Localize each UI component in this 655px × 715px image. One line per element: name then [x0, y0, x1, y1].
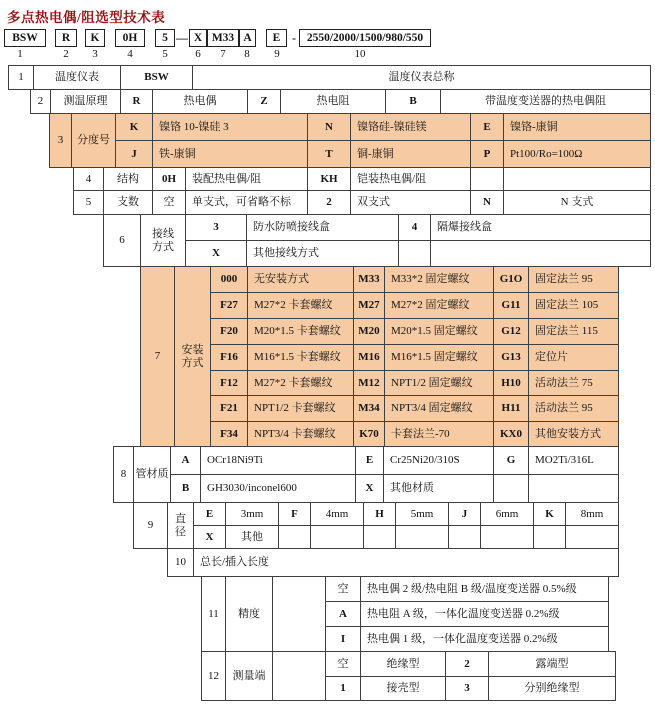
- r7-code: H10: [493, 370, 529, 396]
- r6-num: 6: [103, 214, 141, 267]
- r3-code-T: T: [307, 140, 351, 168]
- code-pos-10: 10: [354, 48, 366, 60]
- r4-val-0H: 装配热电偶/阻: [185, 167, 308, 191]
- r9-val: 3mm: [225, 502, 279, 526]
- r9-code: E: [193, 502, 226, 526]
- code-box-1: BSW: [4, 29, 46, 47]
- r9-code: F: [278, 502, 311, 526]
- r12-val: 分别绝缘型: [488, 676, 616, 701]
- r5-code-kong: 空: [152, 190, 186, 215]
- code-separator-hyphen: -: [292, 30, 296, 45]
- r7-code: K70: [353, 421, 385, 447]
- r7-val: 卡套法兰-70: [384, 421, 494, 447]
- r5-code-N: N: [470, 190, 504, 215]
- code-box-2: R: [55, 29, 77, 47]
- r8-val-G: MO2Ti/316L: [528, 446, 619, 475]
- r7-code: H11: [493, 395, 529, 422]
- code-pos-8: 8: [244, 48, 250, 60]
- r7-val: M16*1.5 卡套螺纹: [247, 344, 354, 371]
- r9-val: 5mm: [395, 502, 449, 526]
- r9-empty-cell: [363, 525, 396, 549]
- r7-val: NPT3/4 卡套螺纹: [247, 421, 354, 447]
- r3-val-N: 镍铬硅-镍硅镁: [350, 113, 471, 141]
- r7-code: 000: [210, 266, 248, 293]
- r2-val-Z: 热电阻: [280, 89, 386, 114]
- r9-empty-cell: [278, 525, 311, 549]
- r10-label: 总长/插入长度: [193, 548, 619, 577]
- r8-code-G: G: [493, 446, 529, 475]
- r3-code-N: N: [307, 113, 351, 141]
- r7-val: 活动法兰 75: [528, 370, 619, 396]
- r7-code: F21: [210, 395, 248, 422]
- r6-code-4: 4: [398, 214, 431, 241]
- r3-code-E: E: [470, 113, 504, 141]
- r7-val: NPT1/2 卡套螺纹: [247, 395, 354, 422]
- r5-val-N: N 支式: [503, 190, 651, 215]
- r8-code-empty: [493, 474, 529, 503]
- r5-val-single: 单支式，可省略不标: [185, 190, 308, 215]
- r2-code-Z: Z: [247, 89, 281, 114]
- r8-val-empty: [528, 474, 619, 503]
- r8-code-A: A: [170, 446, 201, 475]
- r8-val-X: 其他材质: [383, 474, 494, 503]
- r9-code: K: [533, 502, 566, 526]
- r6-val-4: 隔爆接线盒: [430, 214, 651, 241]
- r5-label: 支数: [103, 190, 153, 215]
- r3-val-J: 铁-康铜: [152, 140, 308, 168]
- r9-empty-cell: [310, 525, 364, 549]
- r4-val-empty: [503, 167, 651, 191]
- r9-label: 直径: [167, 502, 194, 549]
- code-box-9: E: [266, 29, 287, 47]
- r7-val: 无安装方式: [247, 266, 354, 293]
- r7-code: G1O: [493, 266, 529, 293]
- r7-code: G12: [493, 318, 529, 345]
- r7-val: 固定法兰 105: [528, 292, 619, 319]
- r3-val-E: 镍铬-康铜: [503, 113, 651, 141]
- r7-val: NPT3/4 固定螺纹: [384, 395, 494, 422]
- r9-empty-cell: [480, 525, 534, 549]
- r2-label: 测温原理: [50, 89, 121, 114]
- r9-code: J: [448, 502, 481, 526]
- r2-val-R: 热电偶: [152, 89, 248, 114]
- r7-val: M33*2 固定螺纹: [384, 266, 494, 293]
- r11-label: 精度: [225, 576, 273, 652]
- r7-code: KX0: [493, 421, 529, 447]
- r11-num: 11: [201, 576, 226, 652]
- r11-val: 热电偶 1 级，一体化温度变送器 0.2%级: [360, 626, 609, 652]
- r6-val-empty: [430, 240, 651, 267]
- r7-code: M27: [353, 292, 385, 319]
- r7-code: F27: [210, 292, 248, 319]
- r6-code-X: X: [185, 240, 247, 267]
- code-pos-5: 5: [162, 48, 168, 60]
- page-title: 多点热电偶/阻选型技术表: [7, 10, 166, 25]
- r5-val-2: 双支式: [350, 190, 471, 215]
- r7-code: M34: [353, 395, 385, 422]
- r11-code: A: [325, 601, 361, 627]
- r4-val-KH: 铠装热电偶/阻: [350, 167, 471, 191]
- r8-num: 8: [113, 446, 134, 503]
- r8-val-B: GH3030/inconel600: [200, 474, 356, 503]
- r7-val: M20*1.5 卡套螺纹: [247, 318, 354, 345]
- r5-code-2: 2: [307, 190, 351, 215]
- r3-val-T: 铜-康铜: [350, 140, 471, 168]
- r2-num: 2: [30, 89, 51, 114]
- r1-label: 温度仪表: [33, 65, 121, 90]
- r7-code: M16: [353, 344, 385, 371]
- r9-val: 4mm: [310, 502, 364, 526]
- r3-label: 分度号: [71, 113, 116, 168]
- r6-val-3: 防水防喷接线盒: [246, 214, 399, 241]
- code-separator-dash: —: [176, 30, 188, 45]
- code-pos-3: 3: [92, 48, 98, 60]
- r9-num: 9: [133, 502, 168, 549]
- code-pos-9: 9: [274, 48, 280, 60]
- r7-code: F20: [210, 318, 248, 345]
- code-pos-7: 7: [220, 48, 226, 60]
- r6-label: 接线方式: [140, 214, 186, 267]
- r7-val: 其他安装方式: [528, 421, 619, 447]
- r7-code: M12: [353, 370, 385, 396]
- r9-empty-cell: [448, 525, 481, 549]
- r8-label: 管材质: [133, 446, 171, 503]
- r3-val-P: Pt100/Ro=100Ω: [503, 140, 651, 168]
- r7-code: M20: [353, 318, 385, 345]
- r7-code: G11: [493, 292, 529, 319]
- r7-code: G13: [493, 344, 529, 371]
- r9-val-X: 其他: [225, 525, 279, 549]
- r12-code: 2: [445, 651, 489, 677]
- r4-code-empty: [470, 167, 504, 191]
- r7-code: F12: [210, 370, 248, 396]
- r5-num: 5: [73, 190, 104, 215]
- r8-code-X: X: [355, 474, 384, 503]
- code-pos-4: 4: [127, 48, 133, 60]
- code-pos-2: 2: [63, 48, 69, 60]
- r12-val: 绝缘型: [360, 651, 446, 677]
- r12-code: 空: [325, 651, 361, 677]
- r4-code-KH: KH: [307, 167, 351, 191]
- r7-val: M16*1.5 固定螺纹: [384, 344, 494, 371]
- r11-val: 热电阻 A 级，一体化温度变送器 0.2%级: [360, 601, 609, 627]
- code-pos-6: 6: [195, 48, 201, 60]
- r7-val: 固定法兰 95: [528, 266, 619, 293]
- r12-num: 12: [201, 651, 226, 701]
- r7-num: 7: [140, 266, 175, 447]
- r11-spacer-cell: [272, 576, 326, 652]
- r9-empty-cell: [565, 525, 619, 549]
- r3-code-K: K: [115, 113, 153, 141]
- r7-code: F34: [210, 421, 248, 447]
- r7-val: M20*1.5 固定螺纹: [384, 318, 494, 345]
- r7-val: M27*2 卡套螺纹: [247, 292, 354, 319]
- r7-val: 定位片: [528, 344, 619, 371]
- r1-desc: 温度仪表总称: [192, 65, 651, 90]
- r9-empty-cell: [533, 525, 566, 549]
- r8-val-A: OCr18Ni9Ti: [200, 446, 356, 475]
- r7-label: 安装方式: [174, 266, 211, 447]
- r9-code-X: X: [193, 525, 226, 549]
- r9-val: 8mm: [565, 502, 619, 526]
- r12-val: 接壳型: [360, 676, 446, 701]
- r2-code-R: R: [120, 89, 153, 114]
- r3-val-K: 镍铬 10-镍硅 3: [152, 113, 308, 141]
- r4-label: 结构: [103, 167, 153, 191]
- r10-num: 10: [167, 548, 194, 577]
- r1-num: 1: [8, 65, 34, 90]
- code-box-8: A: [239, 29, 256, 47]
- code-box-10: 2550/2000/1500/980/550: [299, 29, 431, 47]
- r7-val: M27*2 固定螺纹: [384, 292, 494, 319]
- r7-code: M33: [353, 266, 385, 293]
- code-box-7: M33: [207, 29, 239, 47]
- r4-num: 4: [73, 167, 104, 191]
- r6-code-empty: [398, 240, 431, 267]
- r12-val: 露端型: [488, 651, 616, 677]
- r7-val: NPT1/2 固定螺纹: [384, 370, 494, 396]
- r7-code: F16: [210, 344, 248, 371]
- r12-label: 测量端: [225, 651, 273, 701]
- r9-code: H: [363, 502, 396, 526]
- r6-val-X: 其他接线方式: [246, 240, 399, 267]
- code-pos-1: 1: [17, 48, 23, 60]
- r12-code: 1: [325, 676, 361, 701]
- r2-val-B: 带温度变送器的热电偶阻: [440, 89, 651, 114]
- r7-val: 活动法兰 95: [528, 395, 619, 422]
- r7-val: 固定法兰 115: [528, 318, 619, 345]
- r11-code: 空: [325, 576, 361, 602]
- r12-spacer-cell: [272, 651, 326, 701]
- r2-code-B: B: [385, 89, 441, 114]
- r3-code-P: P: [470, 140, 504, 168]
- r8-val-E: Cr25Ni20/310S: [383, 446, 494, 475]
- r9-val: 6mm: [480, 502, 534, 526]
- r12-code: 3: [445, 676, 489, 701]
- r9-empty-cell: [395, 525, 449, 549]
- r3-num: 3: [49, 113, 72, 168]
- code-box-6: X: [189, 29, 207, 47]
- code-box-5: 5: [155, 29, 175, 47]
- code-box-4: 0H: [115, 29, 145, 47]
- r11-val: 热电偶 2 级/热电阻 B 级/温度变送器 0.5%级: [360, 576, 609, 602]
- r4-code-0H: 0H: [152, 167, 186, 191]
- r8-code-B: B: [170, 474, 201, 503]
- code-box-3: K: [85, 29, 105, 47]
- r6-code-3: 3: [185, 214, 247, 241]
- r8-code-E: E: [355, 446, 384, 475]
- r3-code-J: J: [115, 140, 153, 168]
- r11-code: I: [325, 626, 361, 652]
- r7-val: M27*2 卡套螺纹: [247, 370, 354, 396]
- r1-code: BSW: [120, 65, 193, 90]
